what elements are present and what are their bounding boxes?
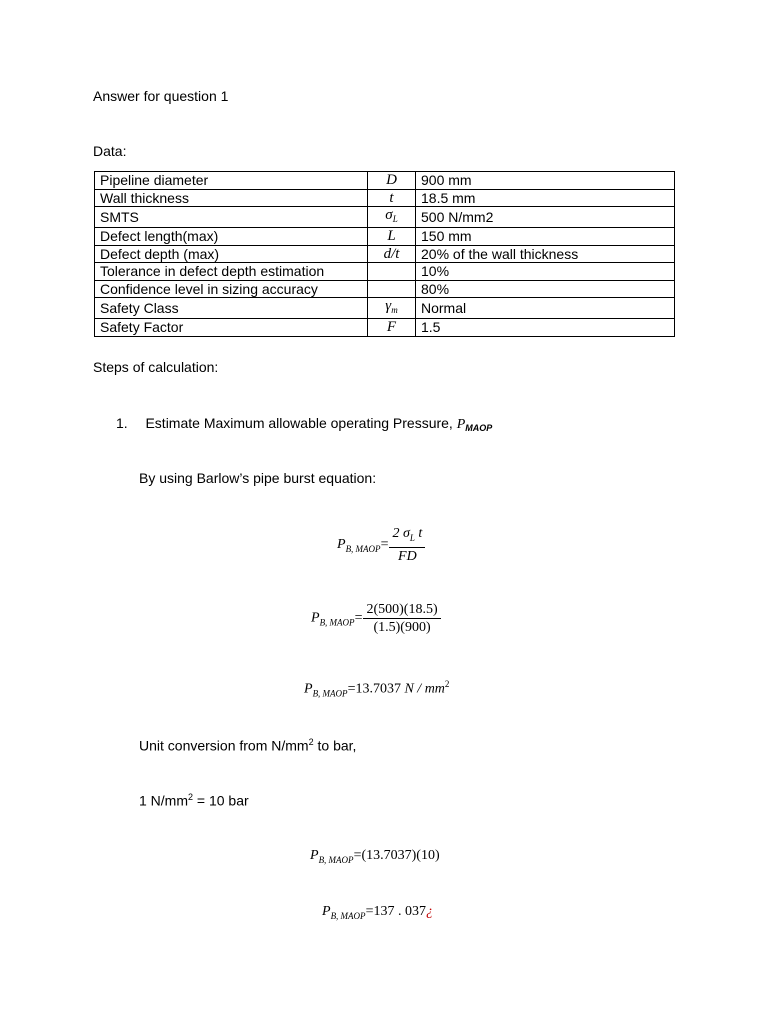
row-label: Safety Factor [95,319,368,337]
steps-label: Steps of calculation: [93,359,219,375]
row-value: 500 N/mm2 [416,207,675,228]
step-1-number: 1. [116,415,128,431]
eq2-denominator: (1.5)(900) [373,620,431,635]
equation-1: $P_{B, MAOP}=$ $\frac{2 \sigma_L t}{FD}$ [337,525,425,565]
row-value: 10% [416,263,675,281]
row-value: 18.5 mm [416,189,675,207]
eq2-fraction [363,601,440,636]
eq1-numerator: 2 σ [392,526,410,541]
row-value: Normal [416,298,675,319]
equation-5: $P_{B, MAOP}=137$ . 037¿ [322,904,433,921]
row-symbol: F [368,319,416,337]
table-row [95,207,675,228]
row-value: 1.5 [416,319,675,337]
eq5-lhs-sub: B, MAOP [330,911,366,921]
eq4-lhs: P [310,848,319,863]
row-value: 20% of the wall thickness [416,245,675,263]
step-1-symbol: P [456,417,466,432]
row-symbol: d/t [368,245,416,263]
row-label: Defect depth (max) [95,245,368,263]
data-table [94,171,675,337]
eq5-lhs: P [322,904,331,919]
eq1-denominator: FD [398,549,417,564]
row-label: Defect length(max) [95,228,368,246]
eq1-numerator-sub: L [409,533,415,543]
equation-3: $P_{B, MAOP}=13.7037$ N / $mm^2$ [304,679,450,699]
eq2-lhs: P [311,610,320,626]
equation-4: $P_{B, MAOP}=(13.7037)(10)$ [310,848,440,865]
table-row [95,319,675,337]
row-symbol: L [368,228,416,246]
step-1-symbol-sub: MAOP [465,423,493,433]
row-symbol: $\sigma_L$ [368,207,416,228]
step-1-text: Estimate Maximum allowable operating Pressure, [145,415,457,431]
eq2-numerator: 2(500)(18.5) [363,601,440,619]
eq2-lhs-sub: B, MAOP [319,617,355,628]
table-row [95,228,675,246]
unit-conversion-text: Unit conversion from $N/mm^2$ to bar, [139,737,357,754]
row-label: Confidence level in sizing accuracy [95,280,368,298]
row-symbol: $\gamma_m$ [368,298,416,319]
eq3-lhs-sub: B, MAOP [312,688,348,699]
row-label: Tolerance in defect depth estimation [95,263,368,281]
table-row [95,280,675,298]
eq1-fraction [389,525,425,565]
data-label: Data: [93,143,127,159]
eq3-rhs: 13.7037 [355,681,401,697]
eq5-rhs: 137 . 037 [373,904,426,919]
table-row [95,189,675,207]
eq4-lhs-sub: B, MAOP [318,855,354,865]
row-label: SMTS [95,207,368,228]
equation-2: $P_{B, MAOP}=$ $\frac{2(500)(18.5)}{(1.5)(900)}$ [311,601,441,636]
row-symbol: D [368,172,416,190]
row-value: 80% [416,280,675,298]
table-row [95,298,675,319]
row-symbol [368,263,416,281]
table-row [95,263,675,281]
unit-equality-text: 1 $N/mm^2 = 10$ bar [139,792,249,809]
eq3-unit-sup: 2 [444,679,450,689]
eq1-lhs: P [337,537,346,553]
table-row [95,245,675,263]
row-label: Pipeline diameter [95,172,368,190]
barlow-text: By using Barlow’s pipe burst equation: [139,470,377,486]
row-label: Wall thickness [95,189,368,207]
row-value: 900 mm [416,172,675,190]
answer-heading: Answer for question 1 [93,88,229,104]
row-value: 150 mm [416,228,675,246]
row-symbol: t [368,189,416,207]
table-row [95,172,675,190]
eq3-lhs: P [304,681,313,697]
step-1 [116,415,492,433]
eq1-numerator-tail: t [414,526,423,541]
eq1-lhs-sub: B, MAOP [345,544,381,555]
row-symbol [368,280,416,298]
row-label: Safety Class [95,298,368,319]
eq3-unit: N / mm [404,681,445,697]
eq5-missing-glyph: ¿ [425,904,433,919]
eq4-rhs: (13.7037)(10) [361,848,440,863]
